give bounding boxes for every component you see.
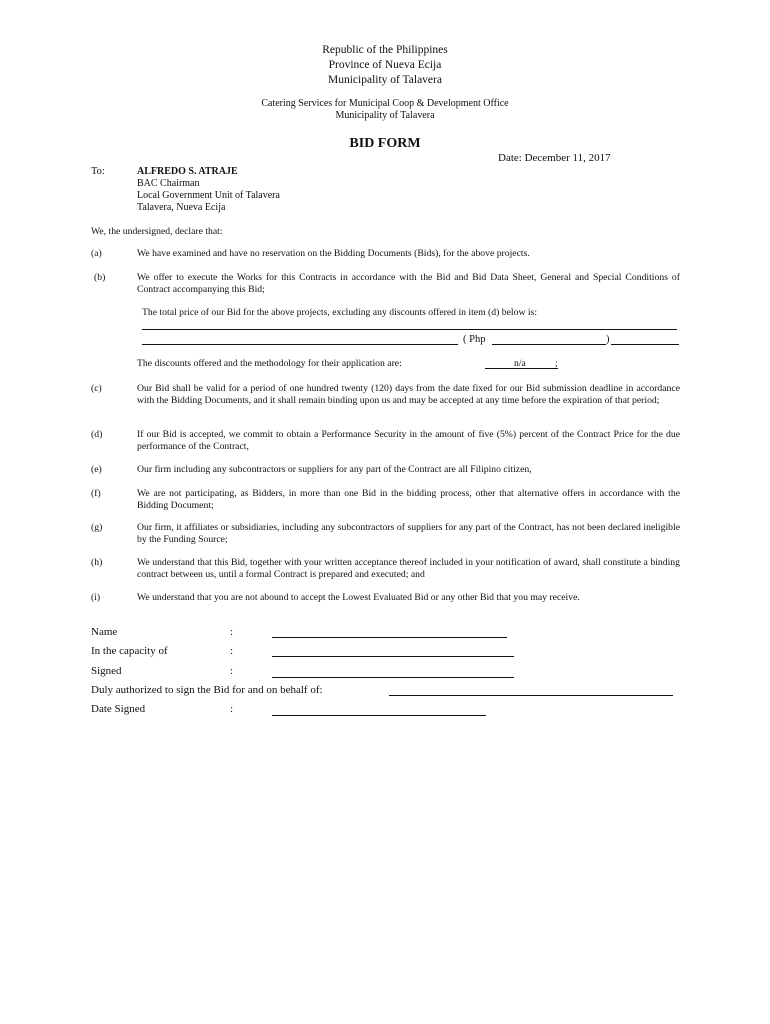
- date-signed-colon: :: [230, 703, 234, 715]
- capacity-field[interactable]: [272, 656, 514, 657]
- bid-price-line-2[interactable]: [142, 344, 458, 345]
- clause-h-text: We understand that this Bid, together with your written acceptance thereof included in your notification of award, shall constitute a binding contract between us, until a formal Contract is prepared and executed; and: [137, 557, 680, 580]
- clause-c-text: Our Bid shall be valid for a period of one hundred twenty (120) days from the date fixed for our Bid submission deadline in accordance with the Bidding Documents, and it shall remain binding upon us and may be accepted at any time before the expiration of that period;: [137, 383, 680, 406]
- addressee-location: Talavera, Nueva Ecija: [137, 202, 226, 213]
- header-republic: Republic of the Philippines: [322, 44, 448, 56]
- addressee-position: BAC Chairman: [137, 178, 200, 189]
- php-trailing-line[interactable]: [611, 344, 679, 345]
- php-close-paren: ): [606, 334, 610, 345]
- php-amount-line[interactable]: [492, 344, 606, 345]
- bid-price-line-1[interactable]: [142, 329, 677, 330]
- clause-b-text: We offer to execute the Works for this Contracts in accordance with the Bid and Bid Data Sheet, General and Special Conditions of Contract accompanying this Bid;: [137, 272, 680, 295]
- name-field[interactable]: [272, 637, 507, 638]
- clause-f-label: (f): [91, 488, 101, 499]
- discount-semicolon: ;: [555, 358, 558, 369]
- clause-a-text: We have examined and have no reservation on the Bidding Documents (Bids), for the above projects.: [137, 248, 530, 259]
- discount-value: n/a: [514, 358, 526, 369]
- addressee-block: [137, 166, 280, 214]
- bid-price-text: The total price of our Bid for the above projects, excluding any discounts offered in item (d) below is:: [142, 307, 538, 318]
- signed-field[interactable]: [272, 677, 514, 678]
- authorized-field[interactable]: [389, 695, 673, 696]
- clause-b-label: (b): [94, 272, 106, 283]
- clause-f-text: We are not participating, as Bidders, in more than one Bid in the bidding process, other that alternative offers in accordance with the Bidding Document;: [137, 488, 680, 511]
- capacity-colon: :: [230, 645, 234, 657]
- bid-date: Date: December 11, 2017: [498, 152, 611, 164]
- clause-g-text: Our firm, it affiliates or subsidiaries, including any subcontractors of suppliers for any part of the Contract, has not been declared ineligible by the Funding Source;: [137, 522, 680, 545]
- addressee-name: ALFREDO S. ATRAJE: [137, 166, 238, 177]
- header-province: Province of Nueva Ecija: [328, 59, 442, 71]
- date-signed-field[interactable]: [272, 715, 486, 716]
- clause-e-text: Our firm including any subcontractors or suppliers for any part of the Contract are all Filipino citizen,: [137, 464, 532, 475]
- discount-text: The discounts offered and the methodology for their application are:: [137, 358, 402, 369]
- clause-g-label: (g): [91, 522, 103, 533]
- clause-h-label: (h): [91, 557, 103, 568]
- clause-a-label: (a): [91, 248, 102, 259]
- authorized-label: Duly authorized to sign the Bid for and on behalf of:: [91, 684, 323, 696]
- clause-e-label: (e): [91, 464, 102, 475]
- clause-d-label: (d): [91, 429, 103, 440]
- addressee-office: Local Government Unit of Talavera: [137, 190, 280, 201]
- php-label: ( Php: [463, 334, 486, 345]
- project-municipality: Municipality of Talavera: [335, 110, 435, 121]
- clause-i-text: We understand that you are not abound to accept the Lowest Evaluated Bid or any other Bid that you may receive.: [137, 592, 580, 603]
- header-municipality: Municipality of Talavera: [328, 74, 442, 86]
- name-label: Name: [91, 626, 118, 638]
- date-signed-label: Date Signed: [91, 703, 146, 715]
- signed-colon: :: [230, 665, 234, 677]
- clause-i-label: (i): [91, 592, 101, 603]
- to-label: To:: [91, 166, 105, 177]
- capacity-label: In the capacity of: [91, 645, 168, 657]
- clause-d-text: If our Bid is accepted, we commit to obtain a Performance Security in the amount of five (5%) percent of the Contract Price for the due performance of the Contract,: [137, 429, 680, 452]
- signed-label: Signed: [91, 665, 122, 677]
- project-name: Catering Services for Municipal Coop & Development Office: [261, 98, 509, 109]
- clause-c-label: (c): [91, 383, 102, 394]
- page-title: BID FORM: [349, 136, 421, 151]
- name-colon: :: [230, 626, 234, 638]
- intro-text: We, the undersigned, declare that:: [91, 226, 223, 237]
